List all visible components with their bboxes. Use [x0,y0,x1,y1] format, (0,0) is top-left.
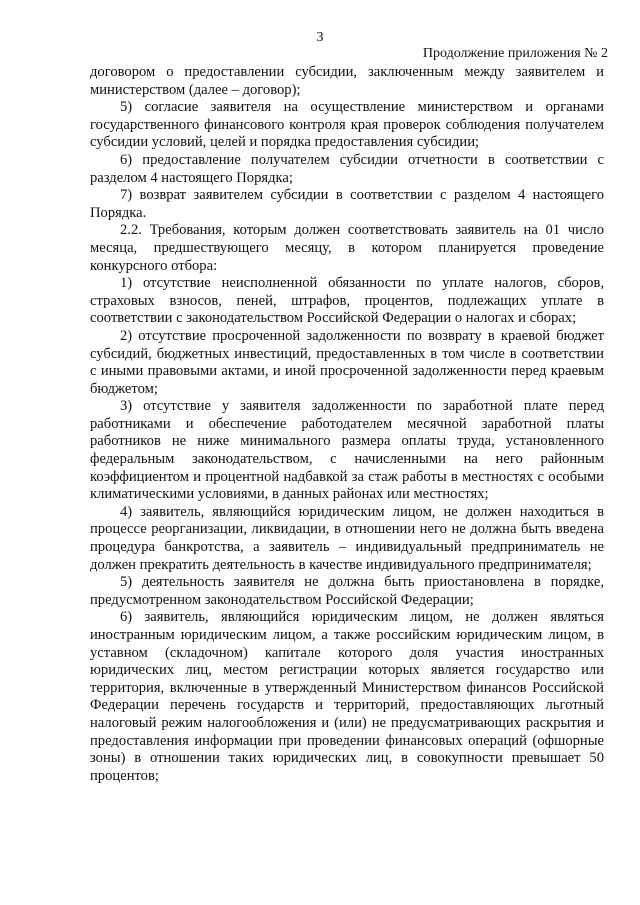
paragraph-item-6-reporting: 6) предоставление получателем субсидии отчетности в соответствии с разделом 4 настоящего Порядка; [90,151,604,186]
paragraph-requirement-5-suspension: 5) деятельность заявителя не должна быть приостановлена в порядке, предусмотренном законодательством Российской Федерации; [90,574,604,608]
paragraph-requirement-1-taxes: 1) отсутствие неисполненной обязанности по уплате налогов, сборов, страховых взносов, пеней, штрафов, процентов, подлежащих уплате в соответствии с законодательством Российской Федерации о налогах и сборах; [90,275,604,327]
paragraph-requirement-2-debt: 2) отсутствие просроченной задолженности по возврату в краевой бюджет субсидий, бюджетных инвестиций, предоставленных в том числе в соответствии с иными правовыми актами, и иной просроченной задолженности перед краевым бюджетом; [90,327,604,397]
paragraph-requirement-3-wages: 3) отсутствие у заявителя задолженности по заработной плате перед работниками и обеспечение работодателем месячной заработной платы работников не ниже минимального размера оплаты труда, установленного федеральным законодательством, с начисленными на него районным коэффициентом и процентной надбавкой за стаж работы в местностях с особыми климатическими условиями, в данных районах или местностях; [90,398,604,503]
document-body [90,64,604,785]
paragraph-contract-continuation: договором о предоставлении субсидии, заключенным между заявителем и министерством (далее – договор); [90,64,604,98]
paragraph-requirement-4-reorganization: 4) заявитель, являющийся юридическим лицом, не должен находиться в процессе реорганизации, ликвидации, в отношении него не должна быть введена процедура банкротства, а заявитель – индивидуальный предприниматель не должен прекратить деятельность в качестве индивидуального предпринимателя; [90,503,604,573]
paragraph-section-2-2: 2.2. Требования, которым должен соответствовать заявитель на 01 число месяца, предшествующего месяцу, в котором планируется проведение конкурсного отбора: [90,222,604,274]
page-number: 3 [316,30,324,45]
appendix-continuation-note: Продолжение приложения № 2 [422,46,608,61]
paragraph-item-7-return: 7) возврат заявителем субсидии в соответствии с разделом 4 настоящего Порядка. [90,187,604,221]
paragraph-item-5-consent: 5) согласие заявителя на осуществление министерством и органами государственного финансового контроля края проверок соблюдения получателем субсидии условий, целей и порядка предоставления субсидии; [90,99,604,151]
paragraph-requirement-6-foreign-entity: 6) заявитель, являющийся юридическим лицом, не должен являться иностранным юридическим лицом, а также российским юридическим лицом, в уставном (складочном) капитале которого доля участия иностранных юридических лиц, местом регистрации которых является государство или территория, включенные в утвержденный Министерством финансов Российской Федерации перечень государств и территорий, предоставляющих льготный налоговый режим налогообложения и (или) не предусматривающих раскрытия и предоставления информации при проведении финансовых операций (офшорные зоны) в отношении таких юридических лиц, в совокупности превышает 50 процентов; [90,609,604,784]
